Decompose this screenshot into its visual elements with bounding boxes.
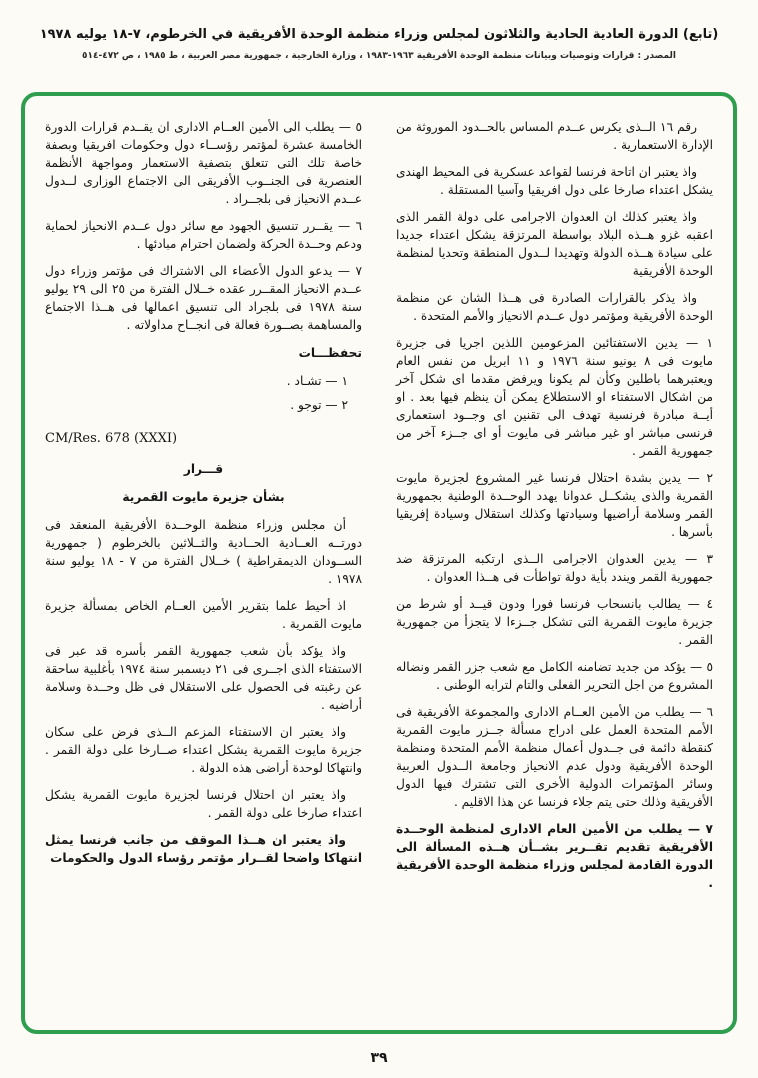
paragraph: واذ يعتبر ان اتاحة فرنسا لقواعد عسكرية فى المحيط الهندى يشكل اعتداء صارخا على دول افريقيا وآسيا المستقلة .: [396, 165, 713, 197]
preamble-paragraph: واذ يؤكد بأن شعب جمهورية القمر بأسره قد عبر فى الاستفتاء الذى اجــرى فى ٢١ ديسمبر سنة ١٩٧٤ بأغلبية ساحقة عن رغبته فى الحصول على الاستقلال فى ظل وحــدة وسلامة أراضيه .: [45, 644, 363, 712]
operative-paragraph: ٤ — يطالب بانسحاب فرنسا فورا ودون قيــد أو شرط من جزيرة مايوت القمرية التى تشكل جــزءا لا يتجزأ من جمهورية القمر .: [396, 597, 713, 647]
reservation-item: ٢ — توجو .: [290, 398, 348, 412]
green-content-frame: [21, 92, 737, 1034]
operative-paragraph: ٦ — يطلب من الأمين العــام الادارى والمجموعة الأفريقية فى الأمم المتحدة العمل على ادراج مسألة جــزر مايوت القمرية كنقطة دائمة فى جــدول أعمال منظمة الأمم المتحدة ومنظمة الوحدة الأفريقية ودول عدم الانحياز وجامعة الــدول العربية وسائر المؤتمرات الدولية الأخرى التى تشترك فيها الدول الأفريقية وذلك حتى يتم جلاء فرنسا عن هذا الاقليم .: [396, 705, 713, 809]
operative-paragraph: ٥ — يطلب الى الأمين العــام الادارى ان يقــدم قرارات الدورة الخامسة عشرة لمؤتمر رؤســاء دول وحكومات افريقيا وبصفة خاصة تلك التى تتعلق بتصفية الاستعمار ومواجهة الأنظمة العنصرية فى الجنــوب الأفريقى الى الاجتماع الوزارى لــدول عــدم الانحياز فى بلجــراد .: [45, 120, 362, 206]
column-left: [45, 118, 362, 1012]
operative-paragraph: ٢ — يدين بشدة احتلال فرنسا غير المشروع لجزيرة مايوت القمرية والذى يشكــل عدوانا يهدد الوحــدة الوطنية بجمهورية القمر وسلامة أراضيها وسيادتها وكذلك استقلال وسيادة إفريقيا بأسرها .: [396, 471, 713, 539]
resolution-subtitle: بشأن جزيرة مايوت القمرية: [122, 490, 285, 504]
operative-paragraph: ١ — يدين الاستفتائين المزعومين اللذين اجريا فى جزيرة مايوت فى ٨ يونيو سنة ١٩٧٦ و ١١ ابريل من نفس العام ويعتبرهما باطلين وكأن لم يكونا ويرفض مقدما اى شكل آخر من اشكال الاستفتاء او الاستطلاع يمكن أن ينظم فيها بعد . او أيــة مبادرة فرنسية تهدف الى تقنين اى وجــود استعمارى فرنسى مباشر او غير مباشر فى مايوت أو اى جــزء آخر من جمهورية القمر .: [396, 336, 714, 458]
preamble-paragraph: أن مجلس وزراء منظمة الوحــدة الأفريقية المنعقد فى دورتــه العــادية الحــادية والثــلاثين بالخرطوم ( جمهورية الســودان الديمقراطية ) خــلال الفترة من ٧ - ١٨ يوليو سنة ١٩٧٨ .: [45, 518, 362, 586]
header-title: (تابع) الدورة العادية الحادية والثلاثون لمجلس وزراء منظمة الوحدة الأفريقية في الخرطوم، ٧-١٨ يوليه ١٩٧٨: [39, 27, 719, 42]
page-number: ٣٩: [370, 1050, 388, 1066]
reservations-heading: تحفظـــات: [298, 346, 362, 360]
paragraph: واذ يذكر بالقرارات الصادرة فى هــذا الشان عن منظمة الوحدة الأفريقية ومؤتمر دول عــدم الانحياز والأمم المتحدة .: [396, 291, 713, 323]
header-source-line: المصدر : قرارات وتوصيات وبيانات منظمة الوحدة الأفريقية ١٩٦٣-١٩٨٣ ، وزارة الخارجية ، جمهورية مصر العربية ، ط ١٩٨٥ ، ص ٤٧٢-٥١٤: [81, 50, 677, 61]
operative-paragraph: ٧ — يطلب من الأمين العام الادارى لمنظمة الوحــدة الأفريقية تقديم تقــرير بشــأن هــذه المسألة الى الدورة القادمة لمجلس وزراء منظمة الوحدة الأفريقية .: [396, 822, 713, 890]
operative-paragraph: ٣ — يدين العدوان الاجرامى الــذى ارتكبه المرتزقة ضد جمهورية القمر ويندد بأية دولة تواطأت فى هــذا العدوان .: [396, 552, 713, 584]
preamble-paragraph: واذ يعتبر ان هــذا الموقف من جانب فرنسا يمثل انتهاكا واضحا لقــرار مؤتمر رؤساء الدول والحكومات: [45, 833, 362, 865]
resolution-title: قـــرار: [183, 462, 224, 476]
operative-paragraph: ٥ — يؤكد من جديد تضامنه الكامل مع شعب جزر القمر ونضاله المشروع من اجل التحرير الفعلى والتام لترابه الوطنى .: [396, 660, 713, 692]
page-header: [0, 0, 758, 62]
preamble-paragraph: واذ يعتبر ان احتلال فرنسا لجزيرة مايوت القمرية يشكل اعتداء صارخا على دولة القمر .: [45, 788, 362, 820]
operative-paragraph: ٧ — يدعو الدول الأعضاء الى الاشتراك فى مؤتمر وزراء دول عــدم الانحياز المقــرر عقده خــلال الفترة من ٢٥ الى ٢٩ يوليو سنة ١٩٧٨ فى بلجراد الى تنسيق اعمالها فى هــذا الاجتماع والمساهمة بصــورة فعالة فى انجــاح مداولاته .: [45, 264, 362, 332]
paragraph: رقم ١٦ الــذى يكرس عــدم المساس بالحــدود الموروثة من الإدارة الاستعمارية .: [396, 120, 713, 152]
paragraph: واذ يعتبر كذلك ان العدوان الاجرامى على دولة القمر الذى اعقبه غزو هــذه البلاد بواسطة المرتزقة يشكل اعتداء جديدا على سيادة هــذه الدولة وتهديدا لــدول المنطقة وتحديا لمنظمة الوحدة الأفريقية: [396, 210, 713, 278]
resolution-reference: CM/Res. 678 (XXXI): [45, 431, 178, 446]
column-right: [396, 118, 713, 1012]
preamble-paragraph: اذ أحيط علما بتقرير الأمين العــام الخاص بمسألة جزيرة مايوت القمرية .: [45, 599, 362, 631]
preamble-paragraph: واذ يعتبر ان الاستفتاء المزعم الــذى فرض على سكان جزيرة مايوت القمرية يشكل اعتداء صــارخا على دولة القمر . وانتهاكا لوحدة أراضى هذه الدولة .: [45, 725, 362, 775]
reservation-item: ١ — تشـاد .: [286, 374, 348, 388]
operative-paragraph: ٦ — يقــرر تنسيق الجهود مع سائر دول عــدم الانحياز لحماية ودعم وحــدة الحركة ولضمان احترام مبادئها .: [45, 219, 362, 251]
